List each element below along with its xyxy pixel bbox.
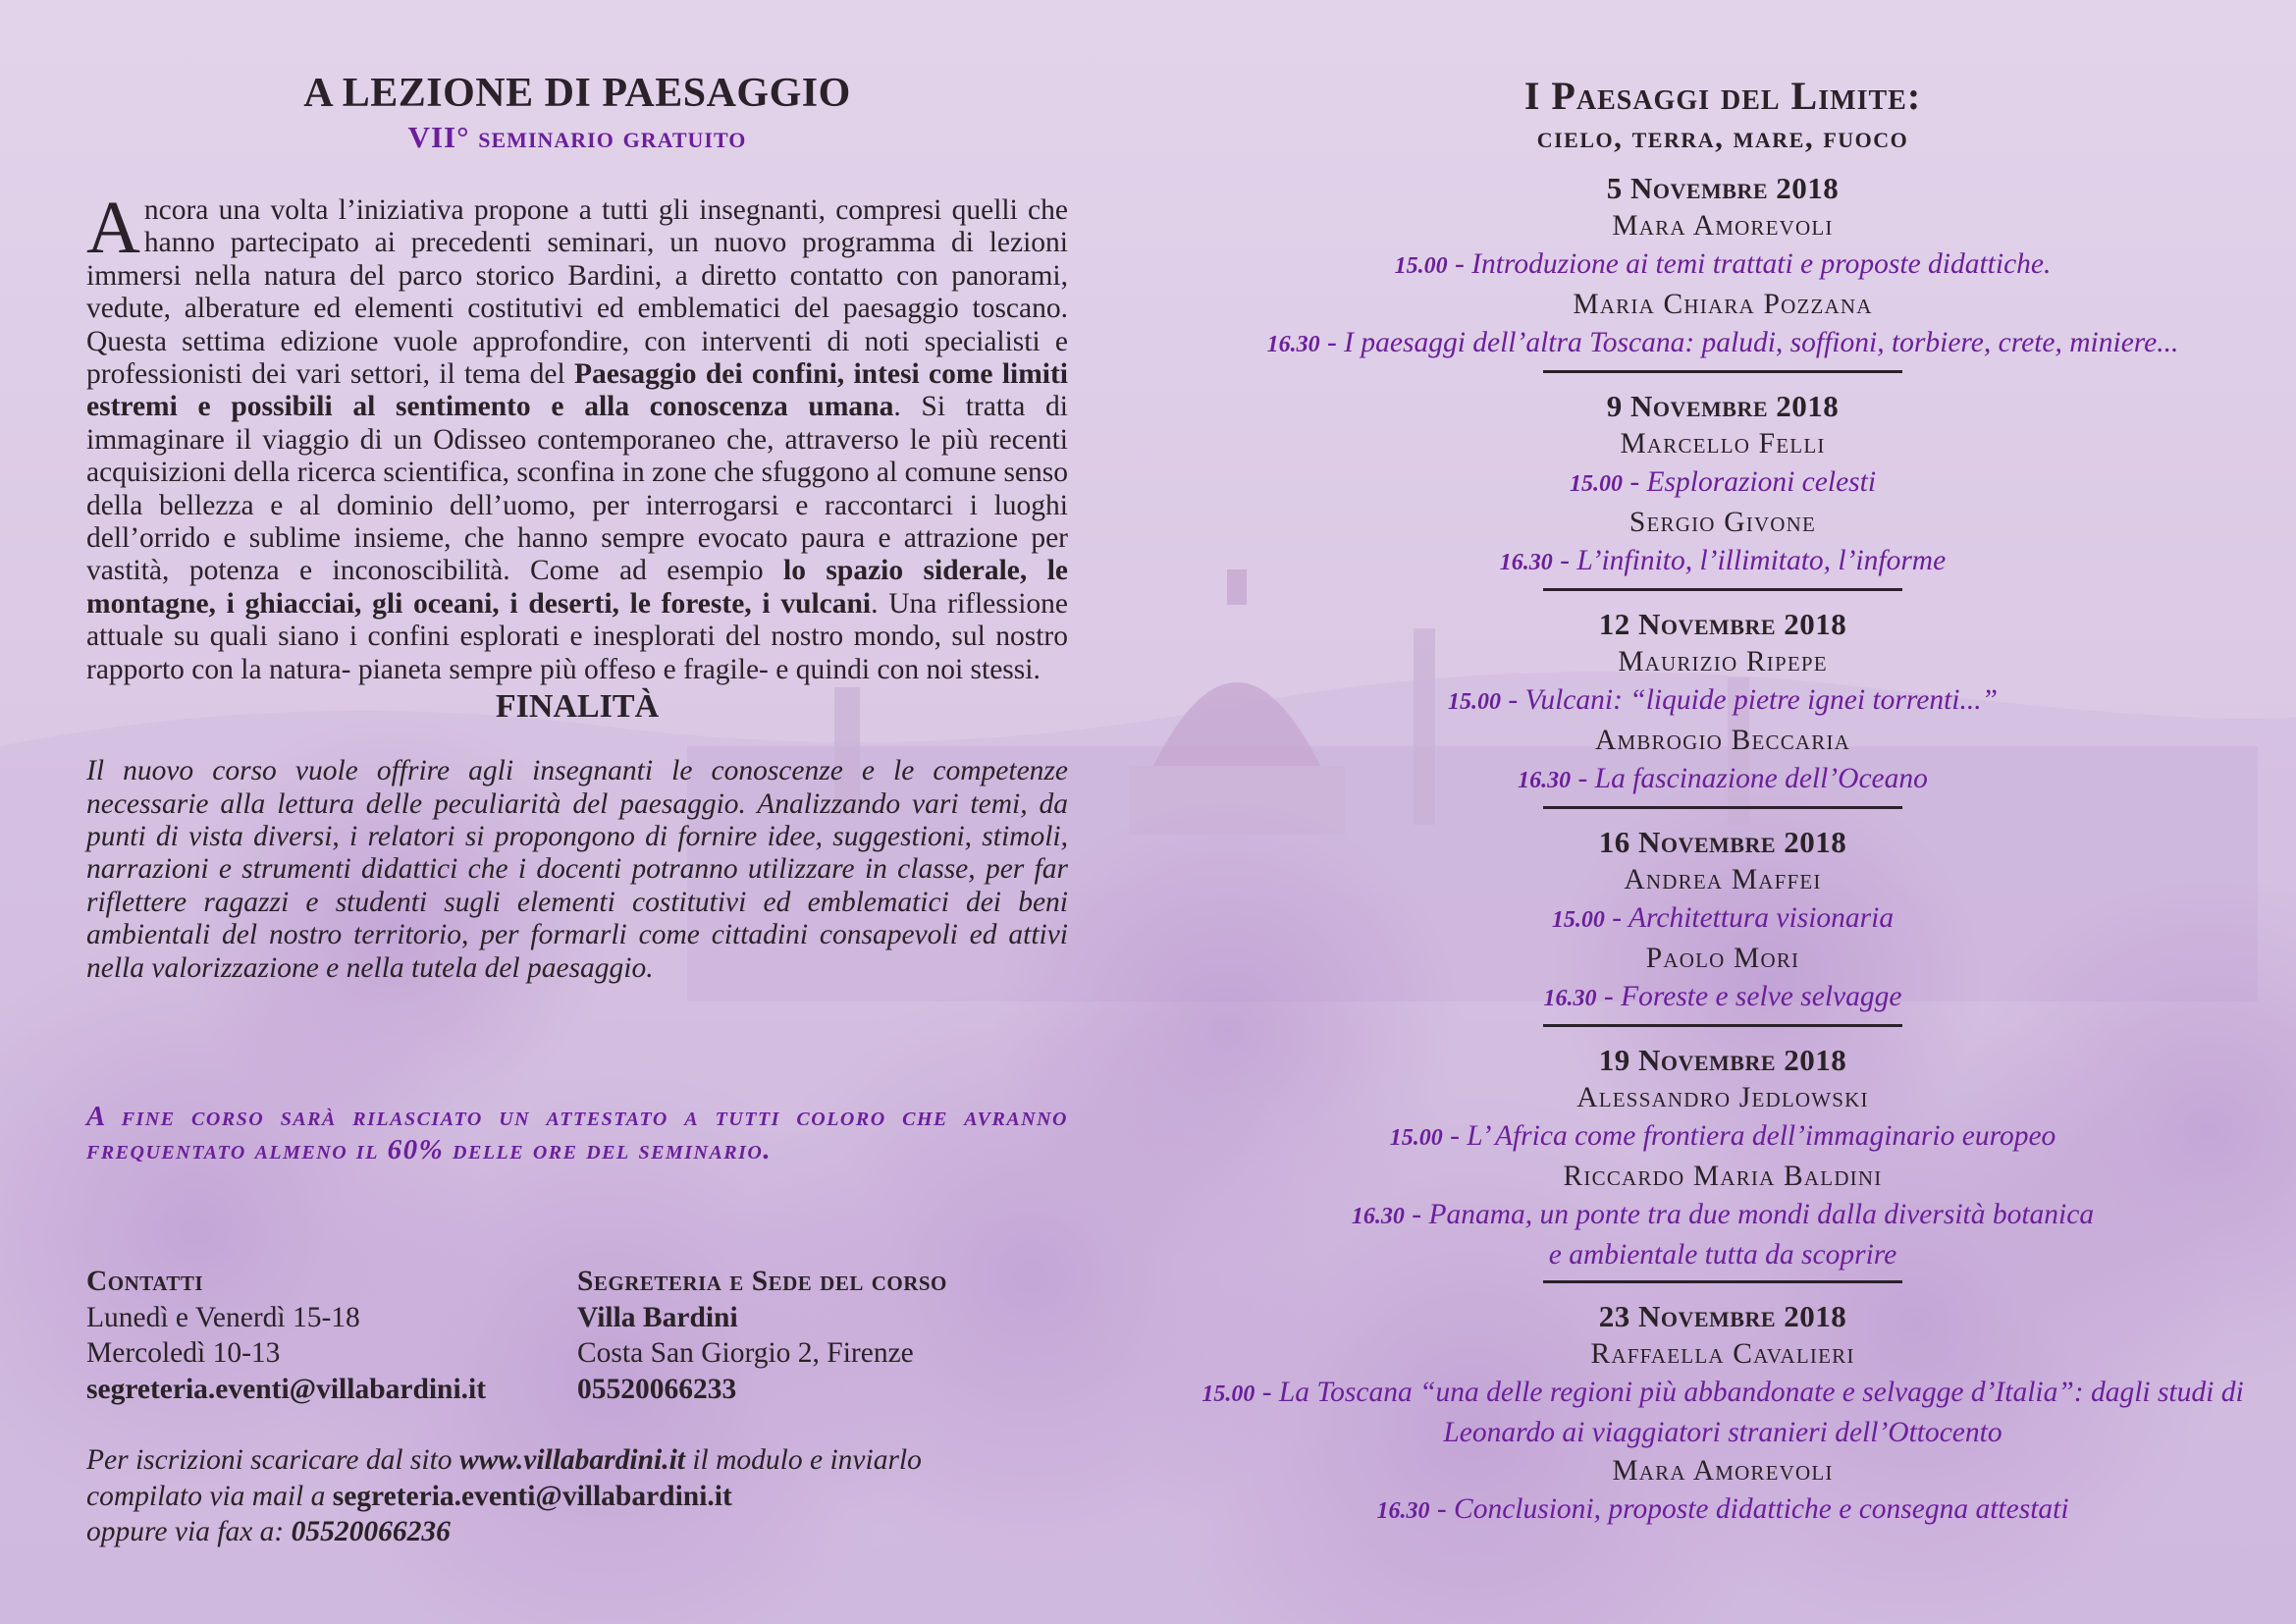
intro-bold-1: Paesaggio dei confini, intesi come limiti estremi e possibili al sentimento e alla conoscenza umana	[86, 358, 1069, 423]
day-date: 12 Novembre 2018	[1598, 607, 1847, 641]
divider	[1543, 1280, 1902, 1283]
contacts-hours-1: Lunedì e Venerdì 15-18	[86, 1301, 360, 1333]
talk-time: 16.30	[1351, 1204, 1405, 1229]
speaker-name: Andrea Maffei	[1624, 864, 1822, 895]
talk-text: - L’ Africa come frontiera dell’immaginario europeo	[1442, 1120, 2056, 1152]
program-day	[1129, 169, 2296, 373]
talk-title	[1129, 760, 2296, 800]
talk-title	[1129, 1490, 2296, 1531]
talk-text: - L’infinito, l’illimitato, l’informe	[1552, 545, 1947, 576]
website-link[interactable]: www.villabardini.it	[458, 1444, 685, 1476]
speaker-name: Raffaella Cavalieri	[1590, 1338, 1855, 1370]
day-date: 19 Novembre 2018	[1598, 1043, 1847, 1077]
intro-bold-2: lo spazio siderale, le montagne, i ghiacciai, gli oceani, i deserti, le foreste, i vulcani	[86, 555, 1068, 620]
speaker-name: Maurizio Ripepe	[1618, 646, 1828, 677]
page-title: A LEZIONE DI PAESAGGIO	[303, 71, 851, 116]
sede-block	[577, 1264, 947, 1407]
talk-title	[1129, 463, 2296, 504]
contacts-heading: Contatti	[86, 1266, 204, 1297]
talk-title	[1129, 978, 2296, 1018]
talk-time: 16.30	[1376, 1498, 1430, 1524]
sede-address: Costa San Giorgio 2, Firenze	[577, 1337, 914, 1369]
intro-paragraph	[86, 187, 1069, 686]
talk-text: - La fascinazione dell’Oceano	[1571, 763, 1928, 794]
sede-phone[interactable]: 05520066233	[577, 1373, 737, 1405]
program-day	[1129, 387, 2296, 591]
attestato-notice: A fine corso sarà rilasciato un attestato a tutti coloro che avranno frequentato almeno il 60% delle ore del seminario.	[86, 1101, 1068, 1165]
speaker-name: Mara Amorevoli	[1612, 210, 1834, 242]
program-subtitle: cielo, terra, mare, fuoco	[1536, 120, 1909, 154]
talk-title	[1129, 324, 2296, 364]
talk-text: - Vulcani: “liquide pietre ignei torrenti...”	[1500, 684, 1999, 716]
talk-time: 15.00	[1201, 1381, 1255, 1407]
iscrizioni-block	[86, 1442, 922, 1550]
talk-time: 15.00	[1389, 1125, 1443, 1151]
divider	[1543, 588, 1902, 591]
day-date: 9 Novembre 2018	[1606, 389, 1840, 423]
speaker-name: Sergio Givone	[1629, 507, 1817, 538]
talk-text: - Panama, un ponte tra due mondi dalla diversità botanica	[1404, 1199, 2095, 1230]
program-column	[1129, 73, 2296, 1531]
day-date: 23 Novembre 2018	[1598, 1299, 1847, 1333]
talk-time: 15.00	[1394, 253, 1448, 279]
speaker-name: Paolo Mori	[1645, 943, 1800, 974]
talk-time: 15.00	[1447, 689, 1501, 715]
day-date: 16 Novembre 2018	[1598, 825, 1847, 859]
speaker-name: Ambrogio Beccaria	[1594, 725, 1851, 756]
intro-text-3: . Una riflessione attuale su quali siano i confini esplorati e inesplorati del nostro mondo, sul nostro rapporto con la natura- pianeta sempre più offeso e fragile- e quindi con noi stessi.	[86, 587, 1068, 685]
talk-time: 16.30	[1499, 550, 1553, 575]
divider	[1543, 1024, 1902, 1027]
talk-title-continued: Leonardo ai viaggiatori stranieri dell’Ottocento	[1443, 1417, 2002, 1448]
speaker-name: Mara Amorevoli	[1612, 1455, 1834, 1487]
iscr-text-2: il modulo e inviarlo	[684, 1444, 922, 1476]
talk-time: 15.00	[1551, 907, 1605, 933]
talk-text: - Esplorazioni celesti	[1622, 466, 1877, 498]
finalita-text: Il nuovo corso vuole offrire agli insegnanti le conoscenze e le competenze necessarie alla lettura delle peculiarità del paesaggio. Analizzando vari temi, da punti di vista diversi, i relatori si propongono di fornire idee, suggestioni, stimoli, narrazioni e strumenti didattici che i docenti potranno utilizzare in classe, per far riflettere ragazzi e studenti sugli elementi costitutivi ed emblematici dei beni ambientali del nostro territorio, per formarli come cittadini consapevoli ed attivi nella valorizzazione e nella tutela del paesaggio.	[86, 755, 1068, 984]
talk-time: 16.30	[1543, 986, 1597, 1011]
speaker-name: Alessandro Jedlowski	[1576, 1082, 1869, 1113]
day-date: 5 Novembre 2018	[1606, 171, 1840, 205]
divider	[1543, 806, 1902, 809]
iscr-text-1: Per iscrizioni scaricare dal sito	[86, 1444, 459, 1476]
talk-time: 16.30	[1518, 768, 1572, 793]
divider	[1543, 370, 1902, 373]
talk-title	[1129, 1196, 2296, 1236]
talk-title	[1129, 1117, 2296, 1158]
intro-text-2: . Si tratta di immaginare il viaggio di un Odisseo contemporaneo che, attraverso le più recenti acquisizioni della ricerca scientifica, sconfina in zone che sfuggono al comune senso della bellezza e al dominio dell’uomo, per interrogarsi e raccontarci i luoghi dell’orrido e sublime insieme, che hanno sempre evocato paura e attrazione per vastità, potenza e inconoscibilità. Come ad esempio	[86, 391, 1068, 587]
drop-cap: A	[86, 187, 140, 269]
sede-heading: Segreteria e Sede del corso	[577, 1266, 947, 1297]
speaker-name: Marcello Felli	[1620, 428, 1826, 460]
program-day	[1129, 823, 2296, 1027]
iscr-text-4: oppure via fax a:	[86, 1516, 292, 1547]
program-day	[1129, 605, 2296, 809]
contacts-email-link[interactable]: segreteria.eventi@villabardini.it	[86, 1373, 487, 1405]
program-day	[1129, 1297, 2296, 1531]
talk-title	[1129, 681, 2296, 722]
talk-text: - I paesaggi dell’altra Toscana: paludi, soffioni, torbiere, crete, miniere...	[1319, 327, 2179, 358]
intro-text-1: ncora una volta l’iniziativa propone a tutti gli insegnanti, compresi quelli che hanno partecipato ai precedenti seminari, un nuovo programma di lezioni immersi nella natura del parco storico Bardini, a diretto contatto con panorami, vedute, alberature ed elementi costitutivi ed emblematici del paesaggio toscano. Questa settima edizione vuole approfondire, con interventi di noti specialisti e professionisti dei vari settori, il tema del	[86, 194, 1068, 391]
talk-time: 15.00	[1569, 471, 1623, 497]
program-day	[1129, 1041, 2296, 1283]
left-column	[86, 67, 1068, 985]
talk-title	[1129, 899, 2296, 940]
speaker-name: Riccardo Maria Baldini	[1563, 1161, 1883, 1192]
program-title: I Paesaggi del Limite:	[1523, 74, 1922, 118]
talk-title	[1129, 1374, 2296, 1414]
talk-text: - La Toscana “una delle regioni più abbandonate e selvagge d’Italia”: dagli studi di	[1255, 1377, 2244, 1408]
talk-time: 16.30	[1266, 332, 1320, 357]
finalita-heading: FINALITÀ	[495, 688, 660, 726]
page-subtitle: VII° seminario gratuito	[407, 120, 747, 154]
talk-title-continued: e ambientale tutta da scoprire	[1548, 1239, 1897, 1271]
talk-text: - Conclusioni, proposte didattiche e consegna attestati	[1429, 1493, 2069, 1525]
speaker-name: Maria Chiara Pozzana	[1573, 289, 1873, 320]
iscr-text-3: compilato via mail a	[86, 1480, 333, 1512]
talk-title	[1129, 245, 2296, 286]
talk-text: - Architettura visionaria	[1604, 902, 1895, 934]
talk-text: - Foreste e selve selvagge	[1596, 981, 1902, 1012]
iscr-email-link[interactable]: segreteria.eventi@villabardini.it	[332, 1480, 732, 1512]
talk-title	[1129, 542, 2296, 582]
talk-text: - Introduzione ai temi trattati e proposte didattiche.	[1447, 248, 2052, 280]
sede-name: Villa Bardini	[577, 1301, 738, 1333]
contacts-hours-2: Mercoledì 10-13	[86, 1337, 281, 1369]
contacts-block	[86, 1264, 486, 1407]
fax-number[interactable]: 05520066236	[291, 1516, 451, 1547]
